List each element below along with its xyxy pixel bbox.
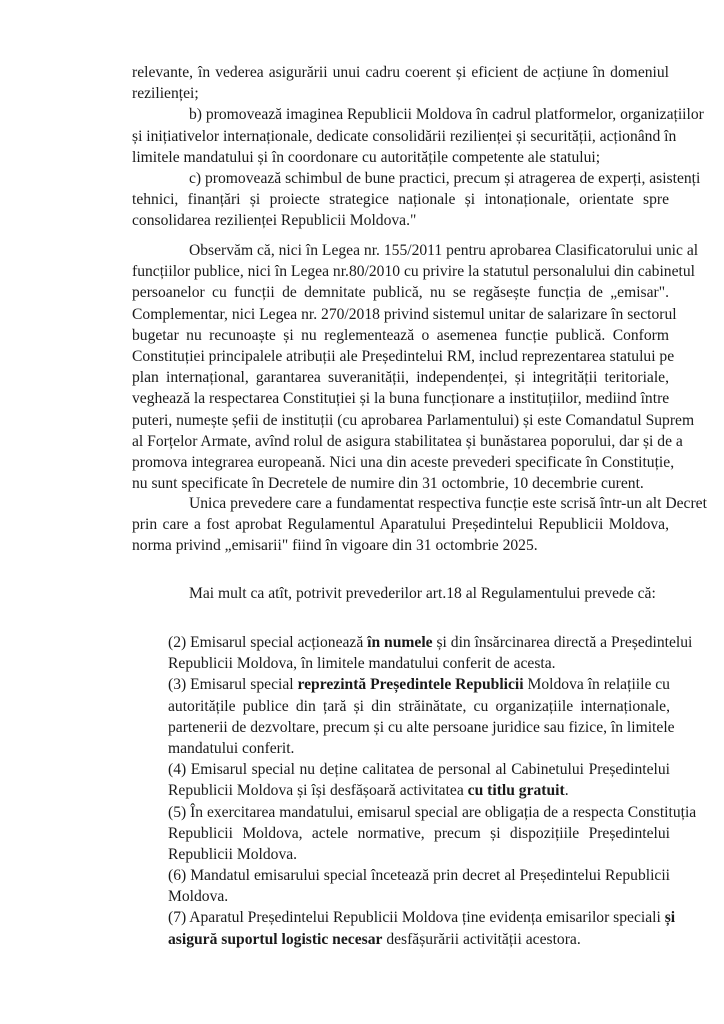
- text-line: Republicii Moldova.: [168, 845, 298, 863]
- article-item-4: (4) Emisarul special nu deține calitatea de personal al Cabinetului Președintelui: [168, 761, 670, 779]
- article-item-7: [168, 907, 676, 928]
- paragraph-unica: [132, 493, 707, 557]
- text-line: promova integrarea europeană. Nici una din aceste prevederi specificate în Constituție,: [132, 453, 675, 471]
- article-item-6: (6) Mandatul emisarului special încetează prin decret al Președintelui Republicii: [168, 867, 670, 885]
- text-line: Constituției principalele atribuții ale Președintelui RM, includ reprezentarea statului pe: [132, 347, 675, 365]
- text-line: prin care a fost aprobat Regulamentul Aparatului Președintelui Republicii Moldova,: [132, 516, 669, 534]
- article-item-5: (5) În exercitarea mandatului, emisarul special are obligația de a respecta Constituția: [168, 803, 697, 821]
- bold-text: în numele: [367, 634, 433, 651]
- text-run: (7) Aparatul Președintelui Republicii Moldova ține evidența emisarilor speciali: [168, 909, 665, 927]
- text-line: Moldova.: [168, 888, 229, 906]
- text-line: și inițiativelor internaționale, dedicate consolidării rezilienței și securității, acționând în: [132, 127, 677, 145]
- paragraph-mai-mult: [132, 583, 669, 604]
- text-line: rezilienței;: [132, 85, 199, 103]
- text-line: tehnici, finanțări și proiecte strategice naționale și intonaționale, orientate spre: [132, 191, 669, 209]
- text-line: al Forțelor Armate, avînd rolul de asigura stabilitatea și bunăstarea poporului, dar și de a: [132, 432, 683, 450]
- text-line: veghează la respectarea Constituției și la buna funcționare a instituțiilor, mediind între: [132, 390, 670, 408]
- article-item-2: [168, 632, 693, 653]
- text-line: puteri, numește șefii de instituții (cu aprobarea Parlamentului) și este Comandatul Suprem: [132, 411, 695, 429]
- text-line: relevante, în vederea asigurării unui cadru coerent și eficient de acțiune în domeniul: [132, 64, 669, 81]
- text-line: Mai mult ca atît, potrivit prevederilor art.18 al Regulamentului prevede că:: [189, 585, 656, 602]
- text-line: [168, 780, 670, 801]
- text-run: .: [564, 782, 569, 800]
- text-line: bugetar nu recunoaște și nu reglementează o asemenea funcție publică. Conform: [132, 326, 669, 344]
- text-run: (2) Emisarul special acționează: [168, 634, 368, 651]
- text-line: autoritățile publice din țară și din străinătate, cu organizațiile internaționale,: [168, 697, 670, 715]
- text-line: Complementar, nici Legea nr. 270/2018 privind sistemul unitar de salarizare în sectorul: [132, 305, 677, 323]
- text-line: consolidarea rezilienței Republicii Moldova.": [132, 212, 417, 230]
- text-line: Unica prevedere care a fundamentat respectiva funcție este scrisă într-un alt Decret: [189, 495, 707, 512]
- text-run: Republicii Moldova și își desfășoară activitatea: [168, 782, 468, 800]
- text-run: Moldova în relațiile cu: [523, 676, 670, 694]
- text-line: plan internațional, garantarea suveranității, independenței, și integrității teritoriale,: [132, 369, 669, 387]
- text-line: limitele mandatului și în coordonare cu autoritățile competente ale statului;: [132, 148, 601, 166]
- text-run: (3) Emisarul special: [168, 676, 298, 694]
- article-item-3: [168, 674, 670, 695]
- quoted-provisions: [132, 62, 704, 232]
- text-line: c) promovează schimbul de bune practici, precum și atragerea de experți, asistenți: [189, 169, 701, 187]
- text-line: Republicii Moldova, actele normative, precum și dispozițiile Președintelui: [168, 824, 670, 842]
- bold-text: cu titlu gratuit: [467, 782, 565, 800]
- bold-text: reprezintă Președintele Republicii: [297, 676, 524, 694]
- text-line: mandatului conferit.: [168, 739, 295, 757]
- text-line: partenerii de dezvoltare, precum și cu alte persoane juridice sau fizice, în limitele: [168, 718, 675, 736]
- text-run: și din însărcinarea directă a Președintelui: [432, 634, 693, 651]
- text-line: b) promovează imaginea Republicii Moldova în cadrul platformelor, organizațiilor: [189, 106, 704, 124]
- text-line: funcțiilor publice, nici în Legea nr.80/2010 cu privire la statutul personalului din cabinetul: [132, 263, 695, 281]
- bold-text: asigură suportul logistic necesar: [168, 930, 383, 948]
- bold-text: și: [664, 909, 676, 927]
- text-line: persoanelor cu funcții de demnitate publică, nu se regăsește funcția de „emisar".: [132, 284, 669, 302]
- text-line: norma privind „emisarii" fiind în vigoare din 31 octombrie 2025.: [132, 537, 538, 555]
- paragraph-observam: [132, 240, 699, 494]
- text-line: Republicii Moldova, în limitele mandatului conferit de acesta.: [168, 655, 556, 673]
- article-18-items: [168, 632, 697, 950]
- text-line: Observăm că, nici în Legea nr. 155/2011 pentru aprobarea Clasificatorului unic al: [189, 242, 699, 259]
- text-run: desfășurării activității acestora.: [382, 930, 581, 948]
- text-line: nu sunt specificate în Decretele de numire din 31 octombrie, 10 decembrie curent.: [132, 475, 644, 493]
- text-line: [168, 929, 670, 950]
